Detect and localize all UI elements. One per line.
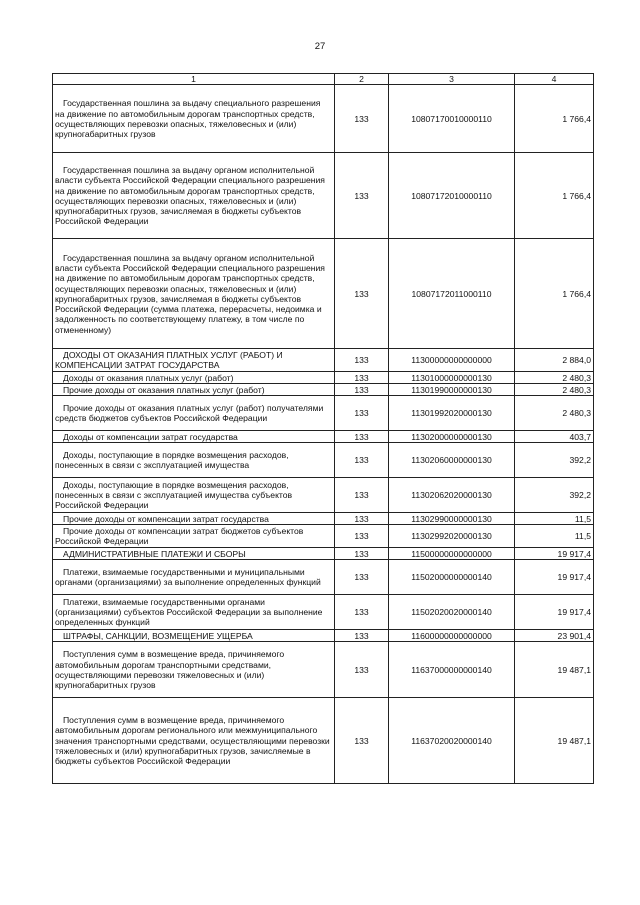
admin-code-cell: 133 [335, 431, 389, 443]
header-col-1: 1 [53, 74, 335, 85]
admin-code-cell: 133 [335, 478, 389, 513]
admin-code-cell: 133 [335, 153, 389, 239]
classification-code-cell: 11302992020000130 [389, 525, 515, 548]
revenue-name-cell [53, 630, 335, 642]
revenue-name-cell [53, 478, 335, 513]
amount-cell: 2 480,3 [515, 372, 594, 384]
amount-cell: 19 917,4 [515, 560, 594, 595]
admin-code-cell: 133 [335, 698, 389, 784]
classification-code-cell: 11302000000000130 [389, 431, 515, 443]
admin-code-cell: 133 [335, 642, 389, 698]
table-row [53, 478, 594, 513]
admin-code-cell: 133 [335, 384, 389, 396]
revenue-name: ДОХОДЫ ОТ ОКАЗАНИЯ ПЛАТНЫХ УСЛУГ (РАБОТ) И КОМПЕНСАЦИИ ЗАТРАТ ГОСУДАРСТВА [55, 350, 283, 371]
revenue-name: Доходы от оказания платных услуг (работ) [63, 372, 234, 383]
amount-cell: 19 487,1 [515, 642, 594, 698]
revenue-name: Доходы от компенсации затрат государства [63, 431, 238, 442]
admin-code-cell: 133 [335, 239, 389, 349]
classification-code-cell: 11301992020000130 [389, 396, 515, 431]
amount-cell: 19 487,1 [515, 698, 594, 784]
revenue-name-cell [53, 548, 335, 560]
amount-cell: 1 766,4 [515, 85, 594, 153]
table-row [53, 560, 594, 595]
table-row [53, 384, 594, 396]
header-col-4: 4 [515, 74, 594, 85]
revenue-name-cell [53, 513, 335, 525]
amount-cell: 1 766,4 [515, 239, 594, 349]
admin-code-cell: 133 [335, 372, 389, 384]
admin-code-cell: 133 [335, 560, 389, 595]
revenue-name-cell [53, 642, 335, 698]
table-row [53, 349, 594, 372]
admin-code-cell: 133 [335, 595, 389, 630]
header-col-2: 2 [335, 74, 389, 85]
revenue-name: Доходы, поступающие в порядке возмещения расходов, понесенных в связи с эксплуатацией имущества субъектов Российской Федерации [55, 479, 293, 511]
page-number: 27 [314, 41, 326, 52]
classification-code-cell: 11300000000000000 [389, 349, 515, 372]
revenue-name-cell [53, 431, 335, 443]
table-row [53, 396, 594, 431]
classification-code-cell: 10807170010000110 [389, 85, 515, 153]
classification-code-cell: 11502020020000140 [389, 595, 515, 630]
table-row [53, 595, 594, 630]
classification-code-cell: 11302060000000130 [389, 443, 515, 478]
revenue-name: Прочие доходы от компенсации затрат государства [63, 513, 269, 524]
amount-cell: 403,7 [515, 431, 594, 443]
amount-cell: 11,5 [515, 513, 594, 525]
revenue-name-cell [53, 239, 335, 349]
revenue-name-cell [53, 698, 335, 784]
classification-code-cell: 11302062020000130 [389, 478, 515, 513]
revenue-name-cell [53, 372, 335, 384]
table-row [53, 630, 594, 642]
table-row [53, 239, 594, 349]
header-col-3: 3 [389, 74, 515, 85]
revenue-name: Доходы, поступающие в порядке возмещения расходов, понесенных в связи с эксплуатацией имущества [55, 450, 289, 471]
revenue-name-cell [53, 595, 335, 630]
amount-cell: 23 901,4 [515, 630, 594, 642]
amount-cell: 392,2 [515, 443, 594, 478]
revenue-name-cell [53, 153, 335, 239]
revenue-name: Государственная пошлина за выдачу органом исполнительной власти субъекта Российской Федерации специального разрешения на движение по автомобильным дорогам транспортных средств, осуществляющих перевозки опасных, тяжеловесных и (или) крупногабаритных грузов, зачисляемая в бюджеты субъектов Российской Федерации (сумма платежа, перерасчеты, недоимка и задолженность по соответствующему платежу, в том числе по отмененному) [55, 252, 325, 335]
admin-code-cell: 133 [335, 396, 389, 431]
classification-code-cell: 11637020020000140 [389, 698, 515, 784]
table-row [53, 372, 594, 384]
admin-code-cell: 133 [335, 548, 389, 560]
revenue-name: Прочие доходы от компенсации затрат бюджетов субъектов Российской Федерации [55, 526, 304, 547]
admin-code-cell: 133 [335, 630, 389, 642]
amount-cell: 19 917,4 [515, 595, 594, 630]
table-body [53, 85, 594, 784]
revenue-name: Платежи, взимаемые государственными и муниципальными органами (организациями) за выполнение определенных функций [55, 567, 321, 588]
admin-code-cell: 133 [335, 349, 389, 372]
amount-cell: 392,2 [515, 478, 594, 513]
amount-cell: 1 766,4 [515, 153, 594, 239]
classification-code-cell: 11500000000000000 [389, 548, 515, 560]
revenue-name: Поступления сумм в возмещение вреда, причиняемого автомобильным дорогам регионального или межмуниципального значения транспортными средствами, осуществляющими перевозки тяжеловесных и (или) крупногабаритных грузов, зачисляемые в бюджеты субъектов Российской Федерации [55, 715, 330, 767]
amount-cell: 2 480,3 [515, 384, 594, 396]
classification-code-cell: 10807172011000110 [389, 239, 515, 349]
revenue-name: АДМИНИСТРАТИВНЫЕ ПЛАТЕЖИ И СБОРЫ [63, 548, 246, 559]
classification-code-cell: 11637000000000140 [389, 642, 515, 698]
admin-code-cell: 133 [335, 443, 389, 478]
table-row [53, 525, 594, 548]
classification-code-cell: 10807172010000110 [389, 153, 515, 239]
revenue-name: ШТРАФЫ, САНКЦИИ, ВОЗМЕЩЕНИЕ УЩЕРБА [63, 630, 253, 641]
revenue-name: Прочие доходы от оказания платных услуг (работ) получателями средств бюджетов субъектов Российской Федерации [55, 403, 324, 424]
table-row [53, 85, 594, 153]
table-header-row [53, 74, 594, 85]
revenue-name-cell [53, 384, 335, 396]
revenue-table [52, 73, 594, 784]
table-row [53, 431, 594, 443]
revenue-name-cell [53, 525, 335, 548]
classification-code-cell: 11502000000000140 [389, 560, 515, 595]
revenue-name-cell [53, 349, 335, 372]
admin-code-cell: 133 [335, 513, 389, 525]
table-row [53, 153, 594, 239]
classification-code-cell: 11301990000000130 [389, 384, 515, 396]
amount-cell: 2 480,3 [515, 396, 594, 431]
revenue-name-cell [53, 443, 335, 478]
amount-cell: 2 884,0 [515, 349, 594, 372]
revenue-name: Платежи, взимаемые государственными органами (организациями) субъектов Российской Федерации за выполнение определенных функций [55, 596, 323, 628]
revenue-name: Государственная пошлина за выдачу органом исполнительной власти субъекта Российской Федерации специального разрешения на движение по автомобильным дорогам транспортных средств, осуществляющих перевозки опасных, тяжеловесных и (или) крупногабаритных грузов, зачисляемая в бюджеты субъектов Российской Федерации [55, 164, 325, 227]
table-row [53, 642, 594, 698]
admin-code-cell: 133 [335, 85, 389, 153]
revenue-name-cell [53, 560, 335, 595]
revenue-name-cell [53, 396, 335, 431]
classification-code-cell: 11302990000000130 [389, 513, 515, 525]
revenue-name: Прочие доходы от оказания платных услуг (работ) [63, 384, 265, 395]
table-row [53, 698, 594, 784]
revenue-name-cell [53, 85, 335, 153]
revenue-name: Государственная пошлина за выдачу специального разрешения на движение по автомобильным дорогам транспортных средств, осуществляющих перевозки опасных, тяжеловесных и (или) крупногабаритных грузов [55, 98, 321, 140]
table-row [53, 548, 594, 560]
amount-cell: 11,5 [515, 525, 594, 548]
classification-code-cell: 11600000000000000 [389, 630, 515, 642]
amount-cell: 19 917,4 [515, 548, 594, 560]
table-row [53, 443, 594, 478]
classification-code-cell: 11301000000000130 [389, 372, 515, 384]
admin-code-cell: 133 [335, 525, 389, 548]
revenue-name: Поступления сумм в возмещение вреда, причиняемого автомобильным дорогам транспортными средствами, осуществляющими перевозки тяжеловесных и (или) крупногабаритных грузов [55, 649, 285, 691]
table-row [53, 513, 594, 525]
